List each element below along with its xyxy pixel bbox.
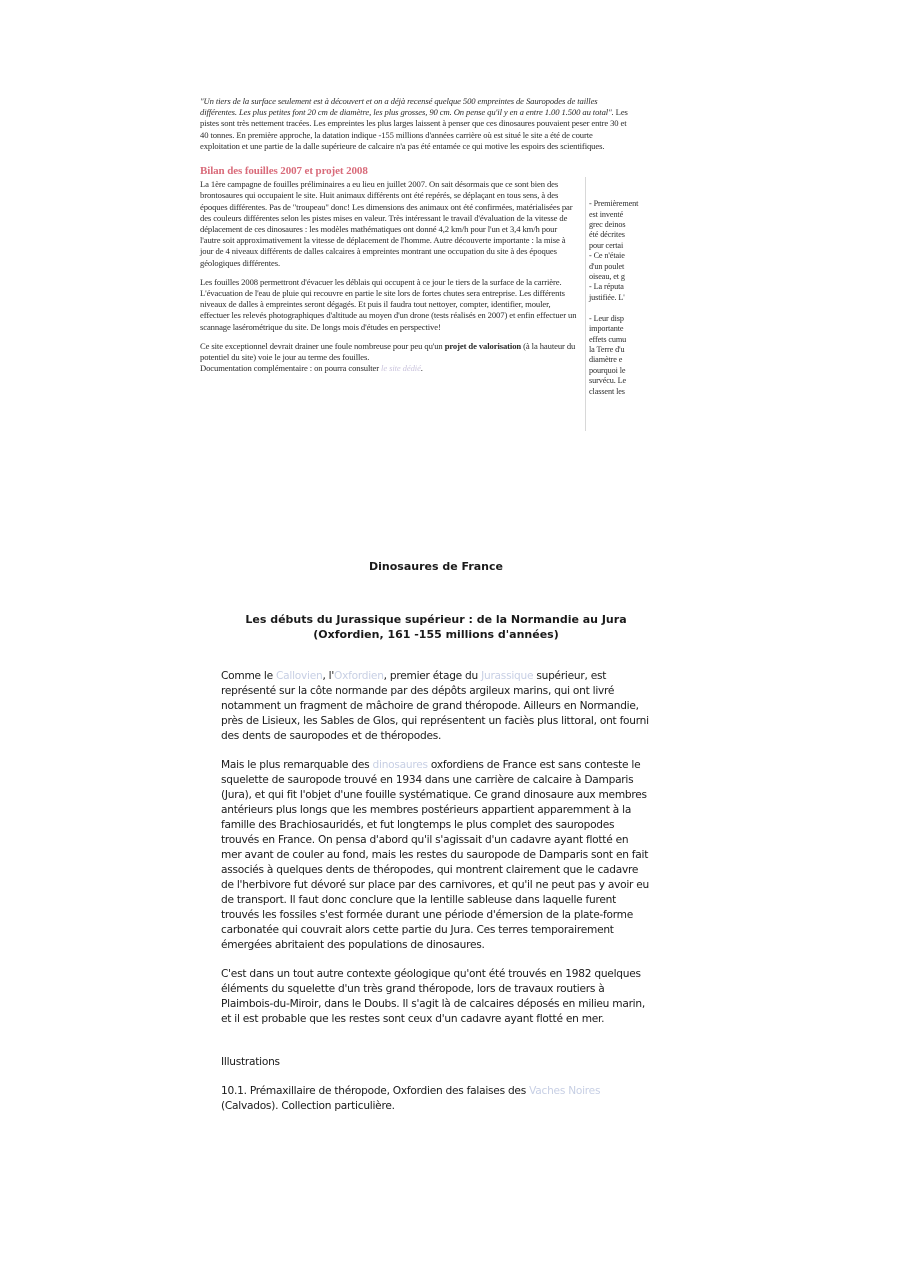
sidebar-line: diamètre e (589, 355, 623, 365)
sidebar-line: est inventé (589, 209, 624, 219)
sidebar-line (589, 303, 629, 313)
illustration-caption (221, 1084, 651, 1114)
sidebar-box (585, 177, 639, 431)
p2-text-1: Mais le plus remarquable des (221, 759, 373, 771)
intro-tail: carrière où est situé le site a été de courte exploitation et une partie de la dalle supérieure de calcaire n'a pas été entamée ce qui motive les espoirs des scientifiques. (200, 129, 605, 151)
intro-quote-end: 1.500 au total". (561, 107, 614, 118)
illustrations-title: Illustrations (221, 1056, 280, 1068)
caption-text-1: 10.1. Prémaxillaire de théropode, Oxfordien des falaises des (221, 1085, 530, 1097)
sidebar-line: grec deinos (589, 220, 626, 230)
scanned-article (200, 96, 639, 396)
sidebar-line: importante (589, 324, 624, 334)
bilan-p3-text-b: (à la hauteur du potentiel du site) voie le jour au terme des fouilles. (200, 340, 576, 363)
callovien-link[interactable]: Callovien (275, 670, 323, 682)
bilan-p3-text-d: . (420, 363, 423, 374)
sidebar-line: été décrites (589, 230, 625, 240)
p1-text-4: supérieur, est représenté sur la côte normande par des dépôts argileux marins, qui ont livré notamment un fragment de mâchoire de grand théropode. Ailleurs en Normandie, près de Lisieux, les Sables de Glos, qui représentent un faciès plus littoral, ont fourni des dents de sauropodes et de théropodes. (221, 670, 649, 742)
bilan-paragraph-3 (200, 341, 578, 375)
bilan-p3-text-c: Documentation complémentaire : on pourra consulter (200, 363, 382, 374)
paragraph-plaimbois: C'est dans un tout autre contexte géologique qu'ont été trouvés en 1982 quelques éléments du squelette d'un très grand théropode, lors de travaux routiers à Plaimbois-du-Miroir, dans le Doubs. Il s'agit là de calcaires déposés en milieu marin, et il est probable que les restes sont ceux d'un cadavre ayant flotté en mer. (221, 968, 645, 1025)
paragraph-damparis (221, 758, 651, 953)
sidebar-line: - Premièrement (589, 199, 639, 209)
sidebar-line: oiseau, et g (589, 272, 625, 282)
bilan-section (200, 179, 639, 396)
dedicated-site-link[interactable]: le site dédié (381, 363, 421, 374)
oxfordien-link[interactable]: Oxfordien (334, 670, 384, 682)
p1-text-1: Comme le (221, 670, 276, 682)
bilan-p3-bold: projet de valorisation (444, 340, 522, 351)
bilan-title: Bilan des fouilles 2007 et projet 2008 (200, 165, 368, 178)
intro-rest: Les pistes sont très nettement tracées. Les empreintes les plus larges laissent à penser que ces dinosaures pouvaient peser entre 30 et 40 tonnes. En première approche, la datation indique -155 millions d'années (200, 107, 628, 140)
document-title: Dinosaures de France (369, 560, 503, 573)
sidebar-line: survécu. Le (589, 376, 627, 386)
bilan-main-column (200, 179, 578, 374)
sidebar-line: - Ce n'étaie (589, 251, 625, 261)
p1-text-3: , premier étage du (383, 670, 482, 682)
sidebar-line: pourquoi le (589, 365, 626, 375)
intro-quote: "Un tiers de la surface seulement est à découvert et on a déjà recensé quelque 500 empreintes de Sauropodes de tailles différentes. Les plus petites font 20 cm de diamètre, les plus grosses, 90 cm. On pense qu'il y en a entre 1.00 (200, 96, 598, 118)
sidebar-line: effets cumu (589, 334, 627, 344)
sidebar-line: d'un poulet (589, 261, 625, 271)
bilan-paragraph-2: Les fouilles 2008 permettront d'évacuer les déblais qui occupent à ce jour le tiers de la surface de la carrière. L'évacuation de l'eau de pluie qui recouvre en partie le site lors de fortes chutes sera entreprise. Les différents niveaux de dalles à empreintes seront dégagés. Et puis il faudra tout nettoyer, compter, identifier, mouler, effectuer les relevés photographiques d'altitude au moyen d'un drone (tests réalisés en 2007) et enfin effectuer un scannage lasérométrique du site. De longs mois d'études en perspective! (200, 276, 577, 332)
sidebar-line: - La réputa (589, 282, 624, 292)
p2-text-2: oxfordiens de France est sans conteste le squelette de sauropode trouvé en 1934 dans une carrière de calcaire à Damparis (Jura), et qui fit l'objet d'une fouille systématique. Ce grand dinosaure aux membres antérieurs plus longs que les membres postérieurs appartient apparemment à la famille des Brachiosauridés, et fut longtemps le plus complet des sauropodes trouvés en France. On pensa d'abord qu'il s'agissait d'un cadavre ayant flotté en mer avant de couler au fond, mais les restes du sauropode de Damparis sont en fait associés à quelques dents de théropodes, qui montrent clairement que le cadavre de l'herbivore fut dévoré sur place par des carnivores, et qu'il ne peut pas y avoir eu de transport. Il faut donc conclure que la lentille sableuse dans laquelle furent trouvés les fossiles s'est formée durant une période d'émersion de la plate-forme carbonatée qui couvrait alors cette partie du Jura. Ces terres temporairement émergées abritaient des populations de dinosaures. (221, 759, 649, 951)
jurassique-link[interactable]: Jurassique (481, 670, 534, 682)
caption-text-2: (Calvados). Collection particulière. (221, 1100, 395, 1112)
bilan-paragraph-1: La 1ère campagne de fouilles préliminaires a eu lieu en juillet 2007. On sait désormais que ce sont bien des brontosaures qui occupaient le site. Huit animaux différents ont été repérés, se déplaçant en tous sens, à des époques différentes. Pas de "troupeau" donc! Les dimensions des animaux ont été confirmées, matérialisées par des couleurs différentes selon les pistes mises en valeur. Très intéressant le travail d'évaluation de la vitesse de déplacement de ces dinosaures : les modèles mathématiques ont donné 4,2 km/h pour l'un et 3,4 km/h pour l'autre soit approximativement la vitesse de déplacement de l'homme. Autre découverte importante : la mise à jour de 4 niveaux différents de dalles calcaires à empreintes montrant une occupation du site à des époques géologiques différentes. (200, 179, 573, 268)
sidebar-line: - Leur disp (589, 313, 624, 323)
sidebar-line: classent les (589, 386, 625, 396)
bilan-p3-text-a: Ce site exceptionnel devrait drainer une foule nombreuse pour peu qu'un (200, 340, 445, 351)
p1-text-2: , l' (322, 670, 335, 682)
dinosaures-link[interactable]: dinosaures (372, 759, 428, 771)
sidebar-line: la Terre d'u (589, 344, 625, 354)
vaches-noires-link[interactable]: Vaches Noires (529, 1085, 601, 1097)
paragraph-callovien (221, 669, 651, 744)
sidebar-line: pour certai (589, 240, 624, 250)
intro-paragraph (200, 96, 630, 152)
sidebar-line: justifiée. L' (589, 292, 625, 302)
section-heading: Les débuts du Jurassique supérieur : de la Normandie au Jura (Oxfordien, 161 -155 millions d'années) (245, 613, 627, 641)
document-section (221, 560, 651, 1128)
